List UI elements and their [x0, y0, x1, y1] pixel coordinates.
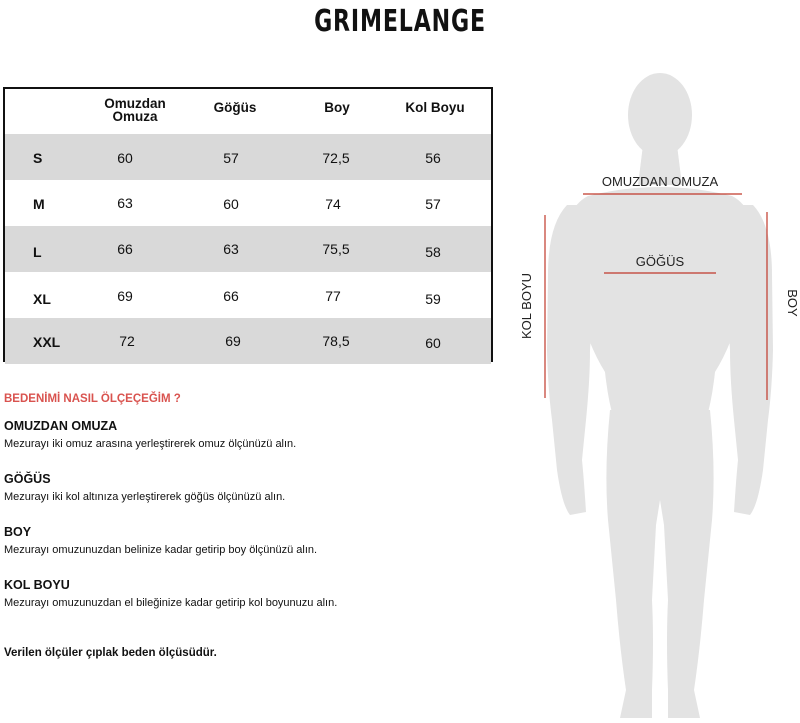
instruction-text: Mezurayı omuzunuzdan belinize kadar getirip boy ölçünüzü alın. [4, 544, 318, 556]
boy-cell: 74 [325, 196, 341, 212]
omuz-cell: 66 [117, 241, 133, 257]
instruction-text: Mezurayı iki kol altınıza yerleştirerek göğüs ölçünüzü alın. [4, 491, 286, 503]
instruction-title: KOL BOYU [4, 578, 70, 592]
brand-logo: GRIMELANGE [314, 4, 486, 39]
omuz-cell: 60 [117, 150, 133, 166]
kol-cell: 59 [425, 291, 441, 307]
instruction-text: Mezurayı iki omuz arasına yerleştirerek omuz ölçünüzü alın. [4, 438, 297, 450]
gogus-cell: 60 [223, 196, 239, 212]
omuz-cell: 63 [117, 195, 133, 211]
header-omuzdan-omuza: Omuzdan Omuza [104, 96, 166, 124]
kol-cell: 60 [425, 335, 441, 351]
sleeve-label: KOL BOYU [519, 273, 534, 339]
header-boy: Boy [324, 100, 350, 115]
shoulder-label: OMUZDAN OMUZA [601, 174, 719, 189]
boy-cell: 78,5 [322, 333, 350, 349]
how-to-measure-heading: BEDENİMİ NASIL ÖLÇEÇEĞİM ? [4, 393, 181, 405]
gogus-cell: 57 [223, 150, 239, 166]
instruction-text: Mezurayı omuzunuzdan el bileğinize kadar getirip kol boyunuzu alın. [4, 597, 338, 609]
omuz-cell: 69 [117, 288, 133, 304]
size-cell: M [33, 196, 45, 212]
chest-label: GÖĞÜS [635, 254, 685, 269]
kol-cell: 57 [425, 196, 441, 212]
gogus-cell: 69 [225, 333, 241, 349]
gogus-cell: 63 [223, 241, 239, 257]
note-text: Verilen ölçüler çıplak beden ölçüsüdür. [4, 647, 217, 659]
boy-cell: 75,5 [322, 241, 350, 257]
gogus-cell: 66 [223, 288, 239, 304]
boy-cell: 77 [325, 288, 341, 304]
instruction-title: OMUZDAN OMUZA [4, 419, 118, 433]
header-kol-boyu: Kol Boyu [405, 100, 465, 115]
size-cell: S [33, 150, 43, 166]
kol-cell: 58 [425, 244, 441, 260]
header-gogus: Göğüs [213, 100, 257, 115]
omuz-cell: 72 [119, 333, 135, 349]
size-cell: XL [33, 291, 51, 307]
instruction-title: BOY [4, 525, 32, 539]
boy-cell: 72,5 [322, 150, 350, 166]
kol-cell: 56 [425, 150, 441, 166]
size-cell: L [33, 244, 42, 260]
body-silhouette [547, 73, 773, 718]
size-cell: XXL [33, 334, 61, 350]
length-label: BOY [785, 289, 800, 317]
instruction-title: GÖĞÜS [4, 472, 51, 486]
